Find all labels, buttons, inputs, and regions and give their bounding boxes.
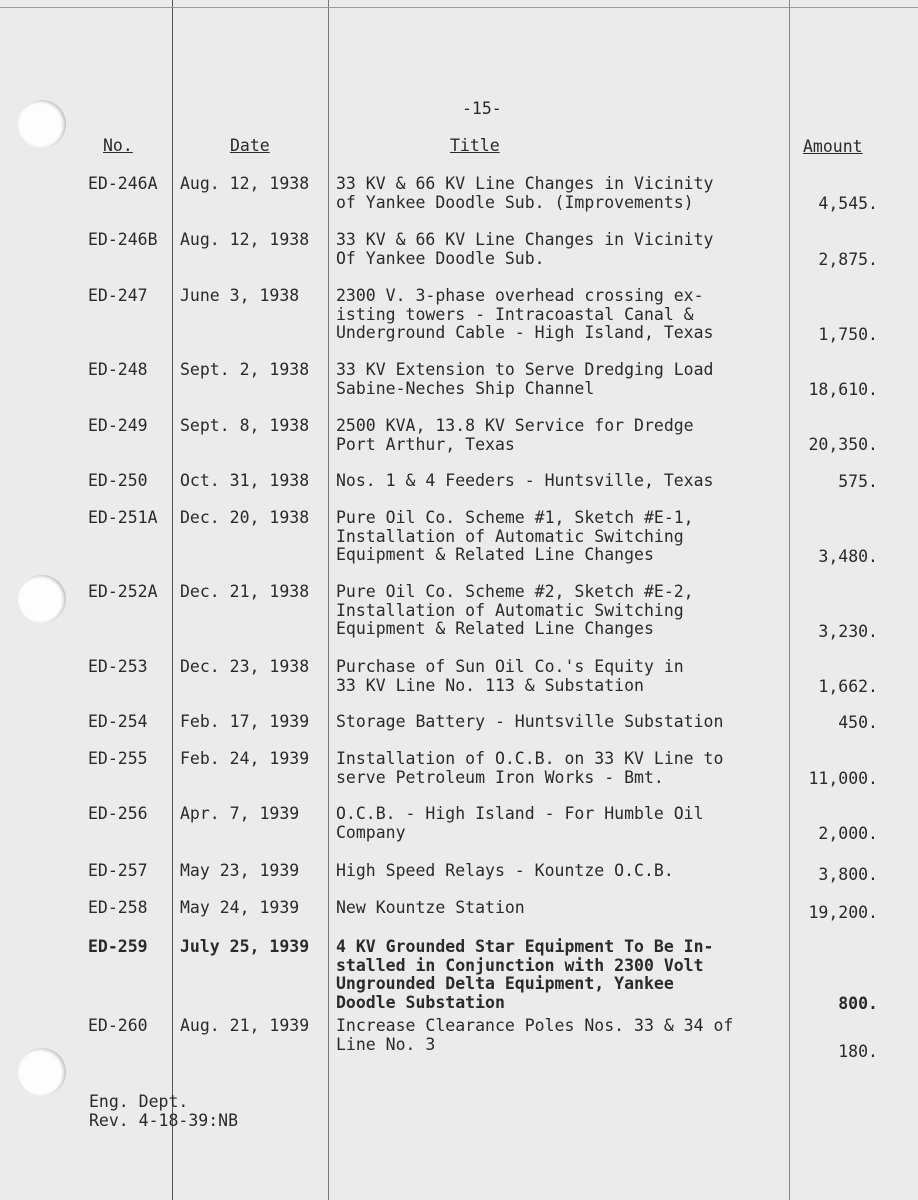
row-amount: 2,875. xyxy=(818,250,878,269)
row-title-line: 2300 V. 3-phase overhead crossing ex- xyxy=(336,286,704,305)
row-title-line: Nos. 1 & 4 Feeders - Huntsville, Texas xyxy=(336,471,714,490)
row-title-line: Installation of Automatic Switching xyxy=(336,526,684,546)
row-title-line: High Speed Relays - Kountze O.C.B. xyxy=(336,861,674,880)
row-title-line: Doodle Substation xyxy=(336,992,505,1012)
row-title-line: of Yankee Doodle Sub. (Improvements) xyxy=(336,192,694,212)
row-title xyxy=(336,938,714,1012)
row-title-line: 2500 KVA, 13.8 KV Service for Dredge xyxy=(336,416,694,435)
row-title-line: Underground Cable - High Island, Texas xyxy=(336,323,714,342)
row-title-line: Company xyxy=(336,822,406,842)
row-number: ED-246B xyxy=(88,230,158,249)
row-title xyxy=(336,899,525,918)
row-amount: 3,800. xyxy=(818,865,878,884)
row-date: Sept. 2, 1938 xyxy=(180,360,310,379)
row-amount: 800. xyxy=(838,994,878,1013)
row-title-line: 33 KV & 66 KV Line Changes in Vicinity xyxy=(336,174,714,193)
row-title-line: 33 KV Line No. 113 & Substation xyxy=(336,675,644,695)
row-number: ED-252A xyxy=(88,582,158,601)
row-title-line: Equipment & Related Line Changes xyxy=(336,545,654,564)
footer-department: Eng. Dept. xyxy=(89,1092,189,1111)
row-date: Aug. 21, 1939 xyxy=(180,1016,310,1035)
row-title xyxy=(336,750,723,787)
row-date: Dec. 21, 1938 xyxy=(180,582,310,601)
page-number: -15- xyxy=(462,99,502,118)
row-title xyxy=(336,417,694,454)
row-title xyxy=(336,472,714,491)
row-amount: 3,230. xyxy=(818,622,878,641)
row-amount: 1,750. xyxy=(818,325,878,344)
row-date: Oct. 31, 1938 xyxy=(180,471,310,490)
row-amount: 2,000. xyxy=(818,824,878,843)
row-amount: 19,200. xyxy=(808,903,878,922)
row-number: ED-260 xyxy=(88,1016,148,1035)
row-title-line: serve Petroleum Iron Works - Bmt. xyxy=(336,767,664,787)
row-date: July 25, 1939 xyxy=(180,937,310,956)
row-title xyxy=(336,175,714,212)
row-number: ED-256 xyxy=(88,804,148,823)
row-title-line: Purchase of Sun Oil Co.'s Equity in xyxy=(336,657,684,676)
row-number: ED-253 xyxy=(88,657,148,676)
row-date: Dec. 23, 1938 xyxy=(180,657,310,676)
row-number: ED-257 xyxy=(88,861,148,880)
row-date: Feb. 17, 1939 xyxy=(180,712,310,731)
row-title-line: Line No. 3 xyxy=(336,1034,436,1054)
row-title-line: Installation of Automatic Switching xyxy=(336,600,684,620)
row-date: May 23, 1939 xyxy=(180,861,300,880)
row-title-line: Equipment & Related Line Changes xyxy=(336,619,654,638)
row-title xyxy=(336,805,704,842)
row-title-line: Of Yankee Doodle Sub. xyxy=(336,248,545,268)
row-title xyxy=(336,583,694,639)
binder-hole xyxy=(18,575,66,623)
row-number: ED-258 xyxy=(88,898,148,917)
row-title-line: Ungrounded Delta Equipment, Yankee xyxy=(336,974,674,993)
row-title xyxy=(336,361,714,398)
row-amount: 20,350. xyxy=(808,435,878,454)
row-amount: 450. xyxy=(838,713,878,732)
row-title xyxy=(336,713,723,732)
header-no: No. xyxy=(103,136,133,155)
header-date: Date xyxy=(230,136,270,155)
binder-hole xyxy=(18,100,66,148)
row-amount: 3,480. xyxy=(818,547,878,566)
row-amount: 4,545. xyxy=(818,194,878,213)
row-title-line: Pure Oil Co. Scheme #1, Sketch #E-1, xyxy=(336,508,694,527)
column-rule xyxy=(789,0,790,1200)
row-amount: 11,000. xyxy=(808,769,878,788)
row-number: ED-254 xyxy=(88,712,148,731)
row-title-line: 33 KV Extension to Serve Dredging Load xyxy=(336,360,714,379)
row-date: May 24, 1939 xyxy=(180,898,300,917)
row-title-line: Port Arthur, Texas xyxy=(336,434,515,454)
row-title-line: stalled in Conjunction with 2300 Volt xyxy=(336,955,704,975)
row-title-line: New Kountze Station xyxy=(336,898,525,917)
row-number: ED-249 xyxy=(88,416,148,435)
row-date: Aug. 12, 1938 xyxy=(180,174,310,193)
row-number: ED-248 xyxy=(88,360,148,379)
row-date: June 3, 1938 xyxy=(180,286,300,305)
row-title-line: isting towers - Intracoastal Canal & xyxy=(336,304,694,324)
binder-hole xyxy=(18,1048,66,1096)
row-date: Feb. 24, 1939 xyxy=(180,749,310,768)
header-title: Title xyxy=(450,136,500,155)
row-amount: 1,662. xyxy=(818,677,878,696)
row-number: ED-255 xyxy=(88,749,148,768)
row-number: ED-251A xyxy=(88,508,158,527)
row-title-line: 33 KV & 66 KV Line Changes in Vicinity xyxy=(336,230,714,249)
row-date: Aug. 12, 1938 xyxy=(180,230,310,249)
column-rule xyxy=(328,0,329,1200)
row-title-line: 4 KV Grounded Star Equipment To Be In- xyxy=(336,937,714,956)
row-date: Apr. 7, 1939 xyxy=(180,804,300,823)
row-title xyxy=(336,1017,733,1054)
row-title-line: Storage Battery - Huntsville Substation xyxy=(336,712,724,731)
row-title xyxy=(336,231,714,268)
row-number: ED-247 xyxy=(88,286,148,305)
row-title xyxy=(336,862,674,881)
row-number: ED-246A xyxy=(88,174,158,193)
row-amount: 180. xyxy=(838,1042,878,1061)
row-title xyxy=(336,509,694,565)
row-title-line: O.C.B. - High Island - For Humble Oil xyxy=(336,804,704,823)
top-edge-line xyxy=(0,7,918,8)
header-amount: Amount xyxy=(803,137,863,156)
row-title xyxy=(336,658,684,695)
row-amount: 575. xyxy=(838,472,878,491)
row-number: ED-250 xyxy=(88,471,148,490)
row-number: ED-259 xyxy=(88,937,148,956)
row-date: Dec. 20, 1938 xyxy=(180,508,310,527)
row-title-line: Pure Oil Co. Scheme #2, Sketch #E-2, xyxy=(336,582,694,601)
column-rule xyxy=(172,0,173,1200)
row-title-line: Installation of O.C.B. on 33 KV Line to xyxy=(336,749,724,768)
row-title-line: Sabine-Neches Ship Channel xyxy=(336,378,595,398)
row-amount: 18,610. xyxy=(808,380,878,399)
footer-revision: Rev. 4-18-39:NB xyxy=(89,1111,239,1130)
row-date: Sept. 8, 1938 xyxy=(180,416,310,435)
row-title-line: Increase Clearance Poles Nos. 33 & 34 of xyxy=(336,1016,734,1035)
row-title xyxy=(336,287,714,343)
